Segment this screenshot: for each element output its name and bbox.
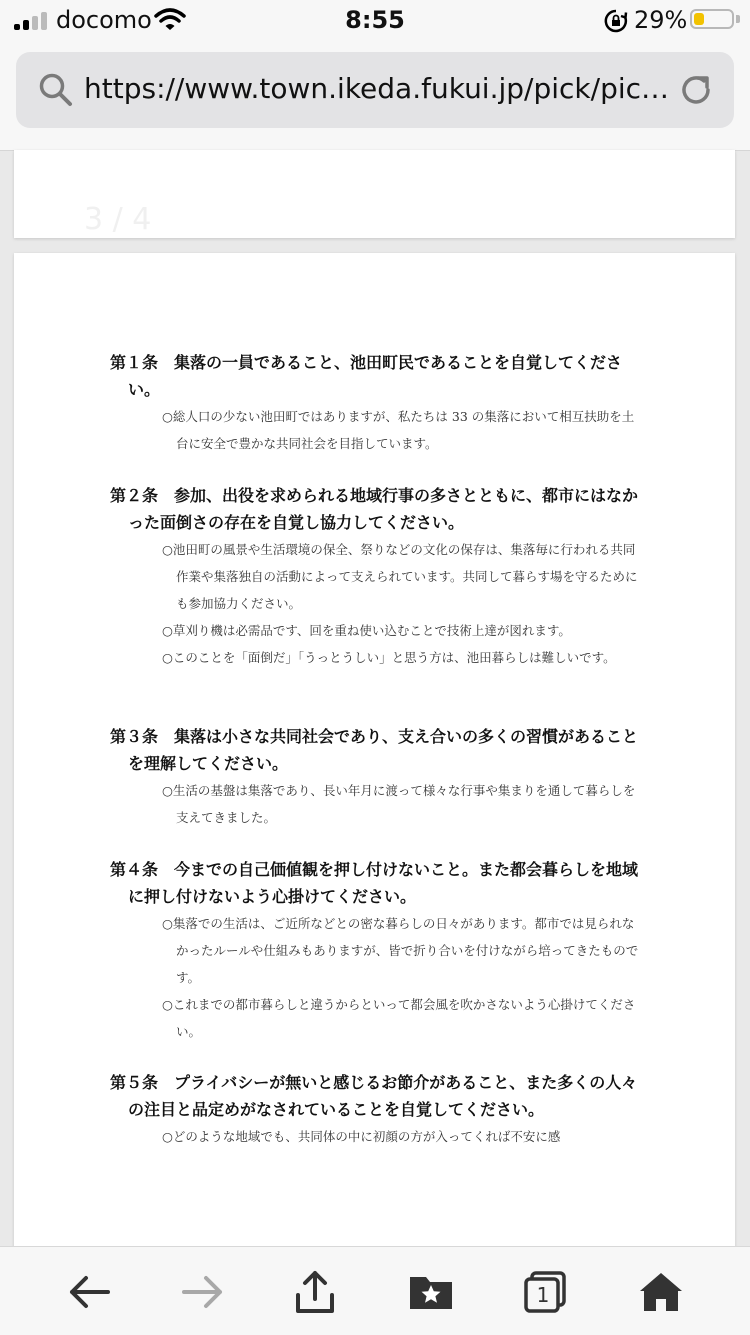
article-4 xyxy=(110,856,644,1045)
pdf-page-previous xyxy=(14,150,735,238)
carrier-name: docomo xyxy=(56,6,152,34)
tabs-icon[interactable] xyxy=(522,1269,568,1315)
article-body-line: ○池田町の風景や生活環境の保全、祭りなどの文化の保存は、集落毎に行われる共同作業や集落独自の活動によって支えられています。共同して暮らす場を守るためにも参加協力ください。 xyxy=(162,542,638,611)
url-text[interactable]: https://www.town.ikeda.fukui.jp/pick/pic… xyxy=(84,72,670,105)
share-icon[interactable] xyxy=(292,1269,338,1315)
article-5 xyxy=(110,1069,644,1150)
browser-toolbar xyxy=(0,1246,750,1335)
article-body-line: ○草刈り機は必需品です、回を重ね使い込むことで技術上達が図れます。 xyxy=(162,623,571,638)
article-3 xyxy=(110,723,644,831)
article-title: 第１条 集落の一員であること、池田町民であることを自覚してください。 xyxy=(110,353,623,399)
article-body-line: ○総人口の少ない池田町ではありますが、私たちは 33 の集落において相互扶助を土台に安全で豊かな共同社会を目指しています。 xyxy=(162,409,635,451)
home-icon[interactable] xyxy=(638,1269,684,1315)
forward-arrow-icon[interactable] xyxy=(180,1269,226,1315)
clock: 8:55 xyxy=(345,6,405,34)
article-body-line: ○どのような地域でも、共同体の中に初顔の方が入ってくれば不安に感 xyxy=(162,1129,561,1144)
reload-icon[interactable] xyxy=(676,70,716,110)
article-title: 第２条 参加、出役を求められる地域行事の多さとともに、都市にはなかった面倒さの存在を自覚し協力してください。 xyxy=(110,486,639,532)
article-body-line: ○このことを「面倒だ」「うっとうしい」と思う方は、池田暮らしは難しいです。 xyxy=(162,650,616,665)
article-title: 第４条 今までの自己価値観を押し付けないこと。また都会暮らしを地域に押し付けないよう心掛けてください。 xyxy=(110,860,639,906)
article-body-line: ○これまでの都市暮らしと違うからといって都会風を吹かさないよう心掛けてください。 xyxy=(162,997,636,1039)
article-title: 第３条 集落は小さな共同社会であり、支え合いの多くの習慣があることを理解してください。 xyxy=(110,727,639,773)
bookmark-star-icon[interactable] xyxy=(408,1269,454,1315)
article-body-line: ○生活の基盤は集落であり、長い年月に渡って様々な行事や集まりを通して暮らしを支えてきました。 xyxy=(162,783,636,825)
back-arrow-icon[interactable] xyxy=(66,1269,112,1315)
tab-count: 1 xyxy=(536,1283,550,1307)
status-bar xyxy=(0,0,750,42)
article-body-line: ○集落での生活は、ご近所などとの密な暮らしの日々があります。都市では見られなかったルールや仕組みもありますが、皆で折り合いを付けながら培ってきたものです。 xyxy=(162,916,639,985)
page-indicator: 3 / 4 xyxy=(84,202,152,237)
browser-address-area xyxy=(0,42,750,151)
address-bar[interactable] xyxy=(16,52,734,128)
article-title: 第５条 プライバシーが無いと感じるお節介があること、また多くの人々の注目と品定めがなされていることを自覚してください。 xyxy=(110,1073,638,1119)
article-2 xyxy=(110,482,644,671)
rotation-lock-icon xyxy=(604,9,628,33)
battery-level-fill xyxy=(694,13,704,25)
pdf-page xyxy=(14,253,735,1253)
battery-tip xyxy=(736,15,740,23)
battery-icon xyxy=(690,9,734,29)
article-1 xyxy=(110,349,644,457)
search-icon xyxy=(38,72,74,108)
battery-percentage: 29% xyxy=(634,6,688,34)
